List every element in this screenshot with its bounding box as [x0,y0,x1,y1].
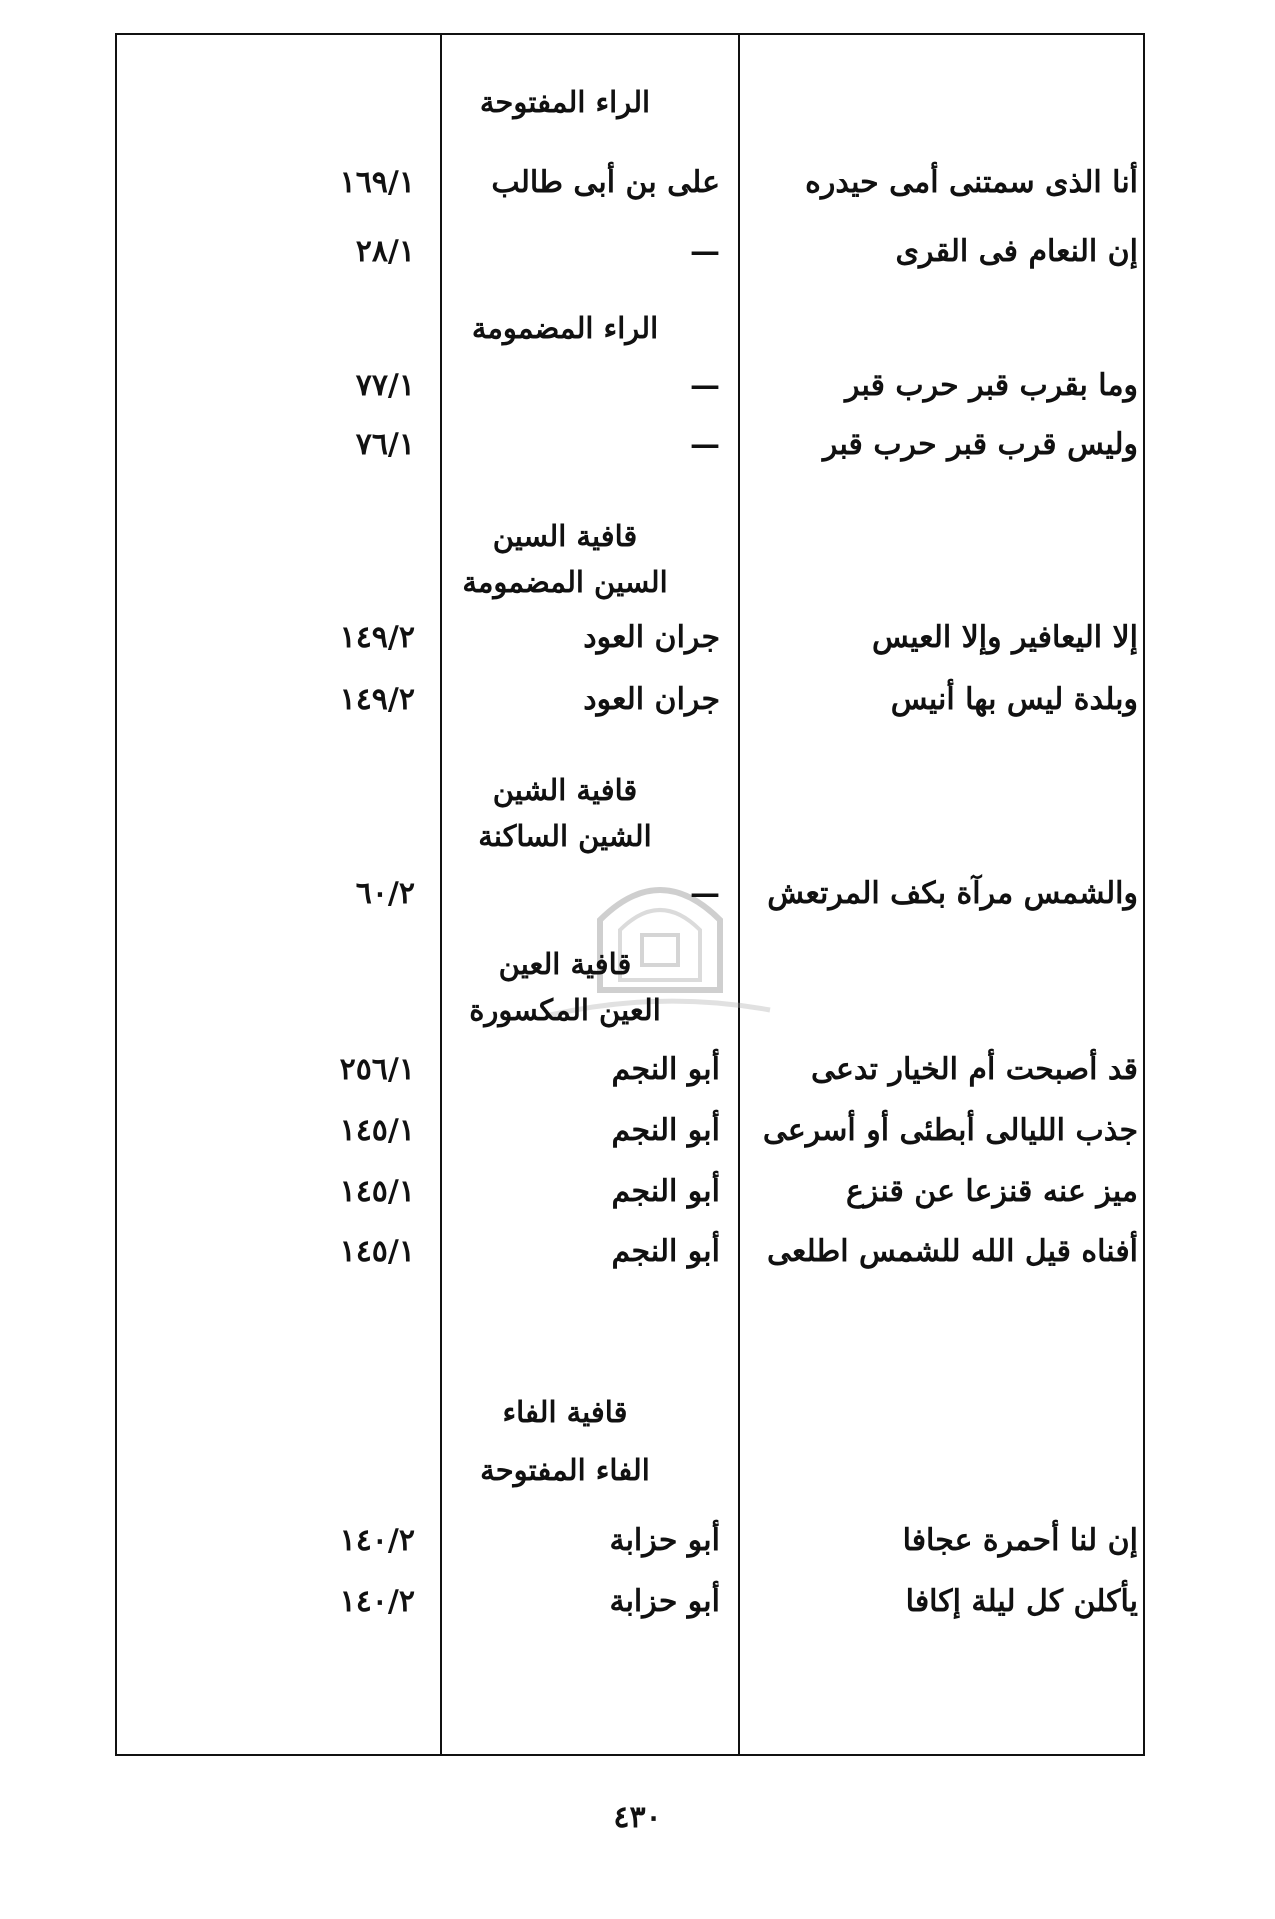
page-reference: ١٦٩/١ [339,165,415,200]
verse-text: أنا الذى سمتنى أمى حيدره [805,165,1138,200]
verse-text: وليس قرب قبر حرب قبر [822,427,1138,462]
table-row [0,1040,1275,1100]
verse-text: قد أصبحت أم الخيار تدعى [811,1052,1138,1087]
section-heading: قافية الشين [492,773,638,807]
page-reference: ١٤٩/٢ [339,682,415,717]
section-heading-row [0,806,1275,866]
page-reference: ٢٥٦/١ [339,1052,415,1087]
table-row [0,864,1275,924]
section-heading: الراء المضمومة [471,311,659,345]
poet-name: جران العود [583,620,720,655]
poet-name: أبو النجم [611,1234,720,1269]
table-row [0,670,1275,730]
verse-text: والشمس مرآة بكف المرتعش [767,876,1138,911]
table-row [0,608,1275,668]
page-reference: ١٤٠/٢ [339,1584,415,1619]
table-row [0,415,1275,475]
section-heading: الراء المفتوحة [479,85,651,119]
poet-name: — [690,234,720,269]
page-reference: ٢٨/١ [355,234,415,269]
section-heading: قافية العين [498,947,632,981]
verse-text: جذب الليالى أبطئى أو أسرعى [762,1113,1138,1148]
page-reference: ١٤٥/١ [339,1174,415,1209]
poet-name: — [690,876,720,911]
page-reference: ٦٠/٢ [355,876,415,911]
section-heading-row [0,980,1275,1040]
table-row [0,222,1275,282]
section-heading: قافية السين [492,519,638,553]
section-heading: قافية الفاء [502,1395,628,1429]
table-row [0,356,1275,416]
poet-name: — [690,427,720,462]
verse-text: إن لنا أحمرة عجافا [902,1523,1138,1558]
verse-text: وما بقرب قبر حرب قبر [844,368,1138,403]
table-row [0,1511,1275,1571]
page-reference: ١٤٠/٢ [339,1523,415,1558]
section-heading: العين المكسورة [469,993,661,1027]
section-heading-row [0,1440,1275,1500]
page-reference: ٧٧/١ [355,368,415,403]
table-row [0,1162,1275,1222]
section-heading: السين المضمومة [462,565,668,599]
verse-text: وبلدة ليس بها أنيس [890,682,1138,717]
poet-name: أبو حزابة [609,1523,720,1558]
page-reference: ١٤٥/١ [339,1234,415,1269]
poet-name: جران العود [583,682,720,717]
page-number: ٤٣٠ [613,1800,662,1835]
verse-text: أفناه قيل الله للشمس اطلعى [766,1234,1138,1269]
section-heading-row [0,1382,1275,1442]
table-row [0,1101,1275,1161]
verse-text: إلا اليعافير وإلا العيس [871,620,1138,655]
verse-text: إن النعام فى القرى [895,234,1138,269]
poet-name: على بن أبى طالب [491,165,720,200]
poet-name: أبو النجم [611,1052,720,1087]
verse-text: يأكلن كل ليلة إكافا [905,1584,1138,1619]
section-heading: الفاء المفتوحة [480,1453,650,1487]
section-heading-row [0,72,1275,132]
section-heading-row [0,298,1275,358]
table-row [0,153,1275,213]
section-heading-row [0,552,1275,612]
poet-name: أبو حزابة [609,1584,720,1619]
verse-text: ميز عنه قنزعا عن قنزع [845,1174,1138,1209]
page-reference: ١٤٥/١ [339,1113,415,1148]
poet-name: — [690,368,720,403]
page-reference: ٧٦/١ [355,427,415,462]
poet-name: أبو النجم [611,1113,720,1148]
page-reference: ١٤٩/٢ [339,620,415,655]
table-row [0,1222,1275,1282]
section-heading: الشين الساكنة [478,819,652,853]
table-row [0,1572,1275,1632]
poet-name: أبو النجم [611,1174,720,1209]
